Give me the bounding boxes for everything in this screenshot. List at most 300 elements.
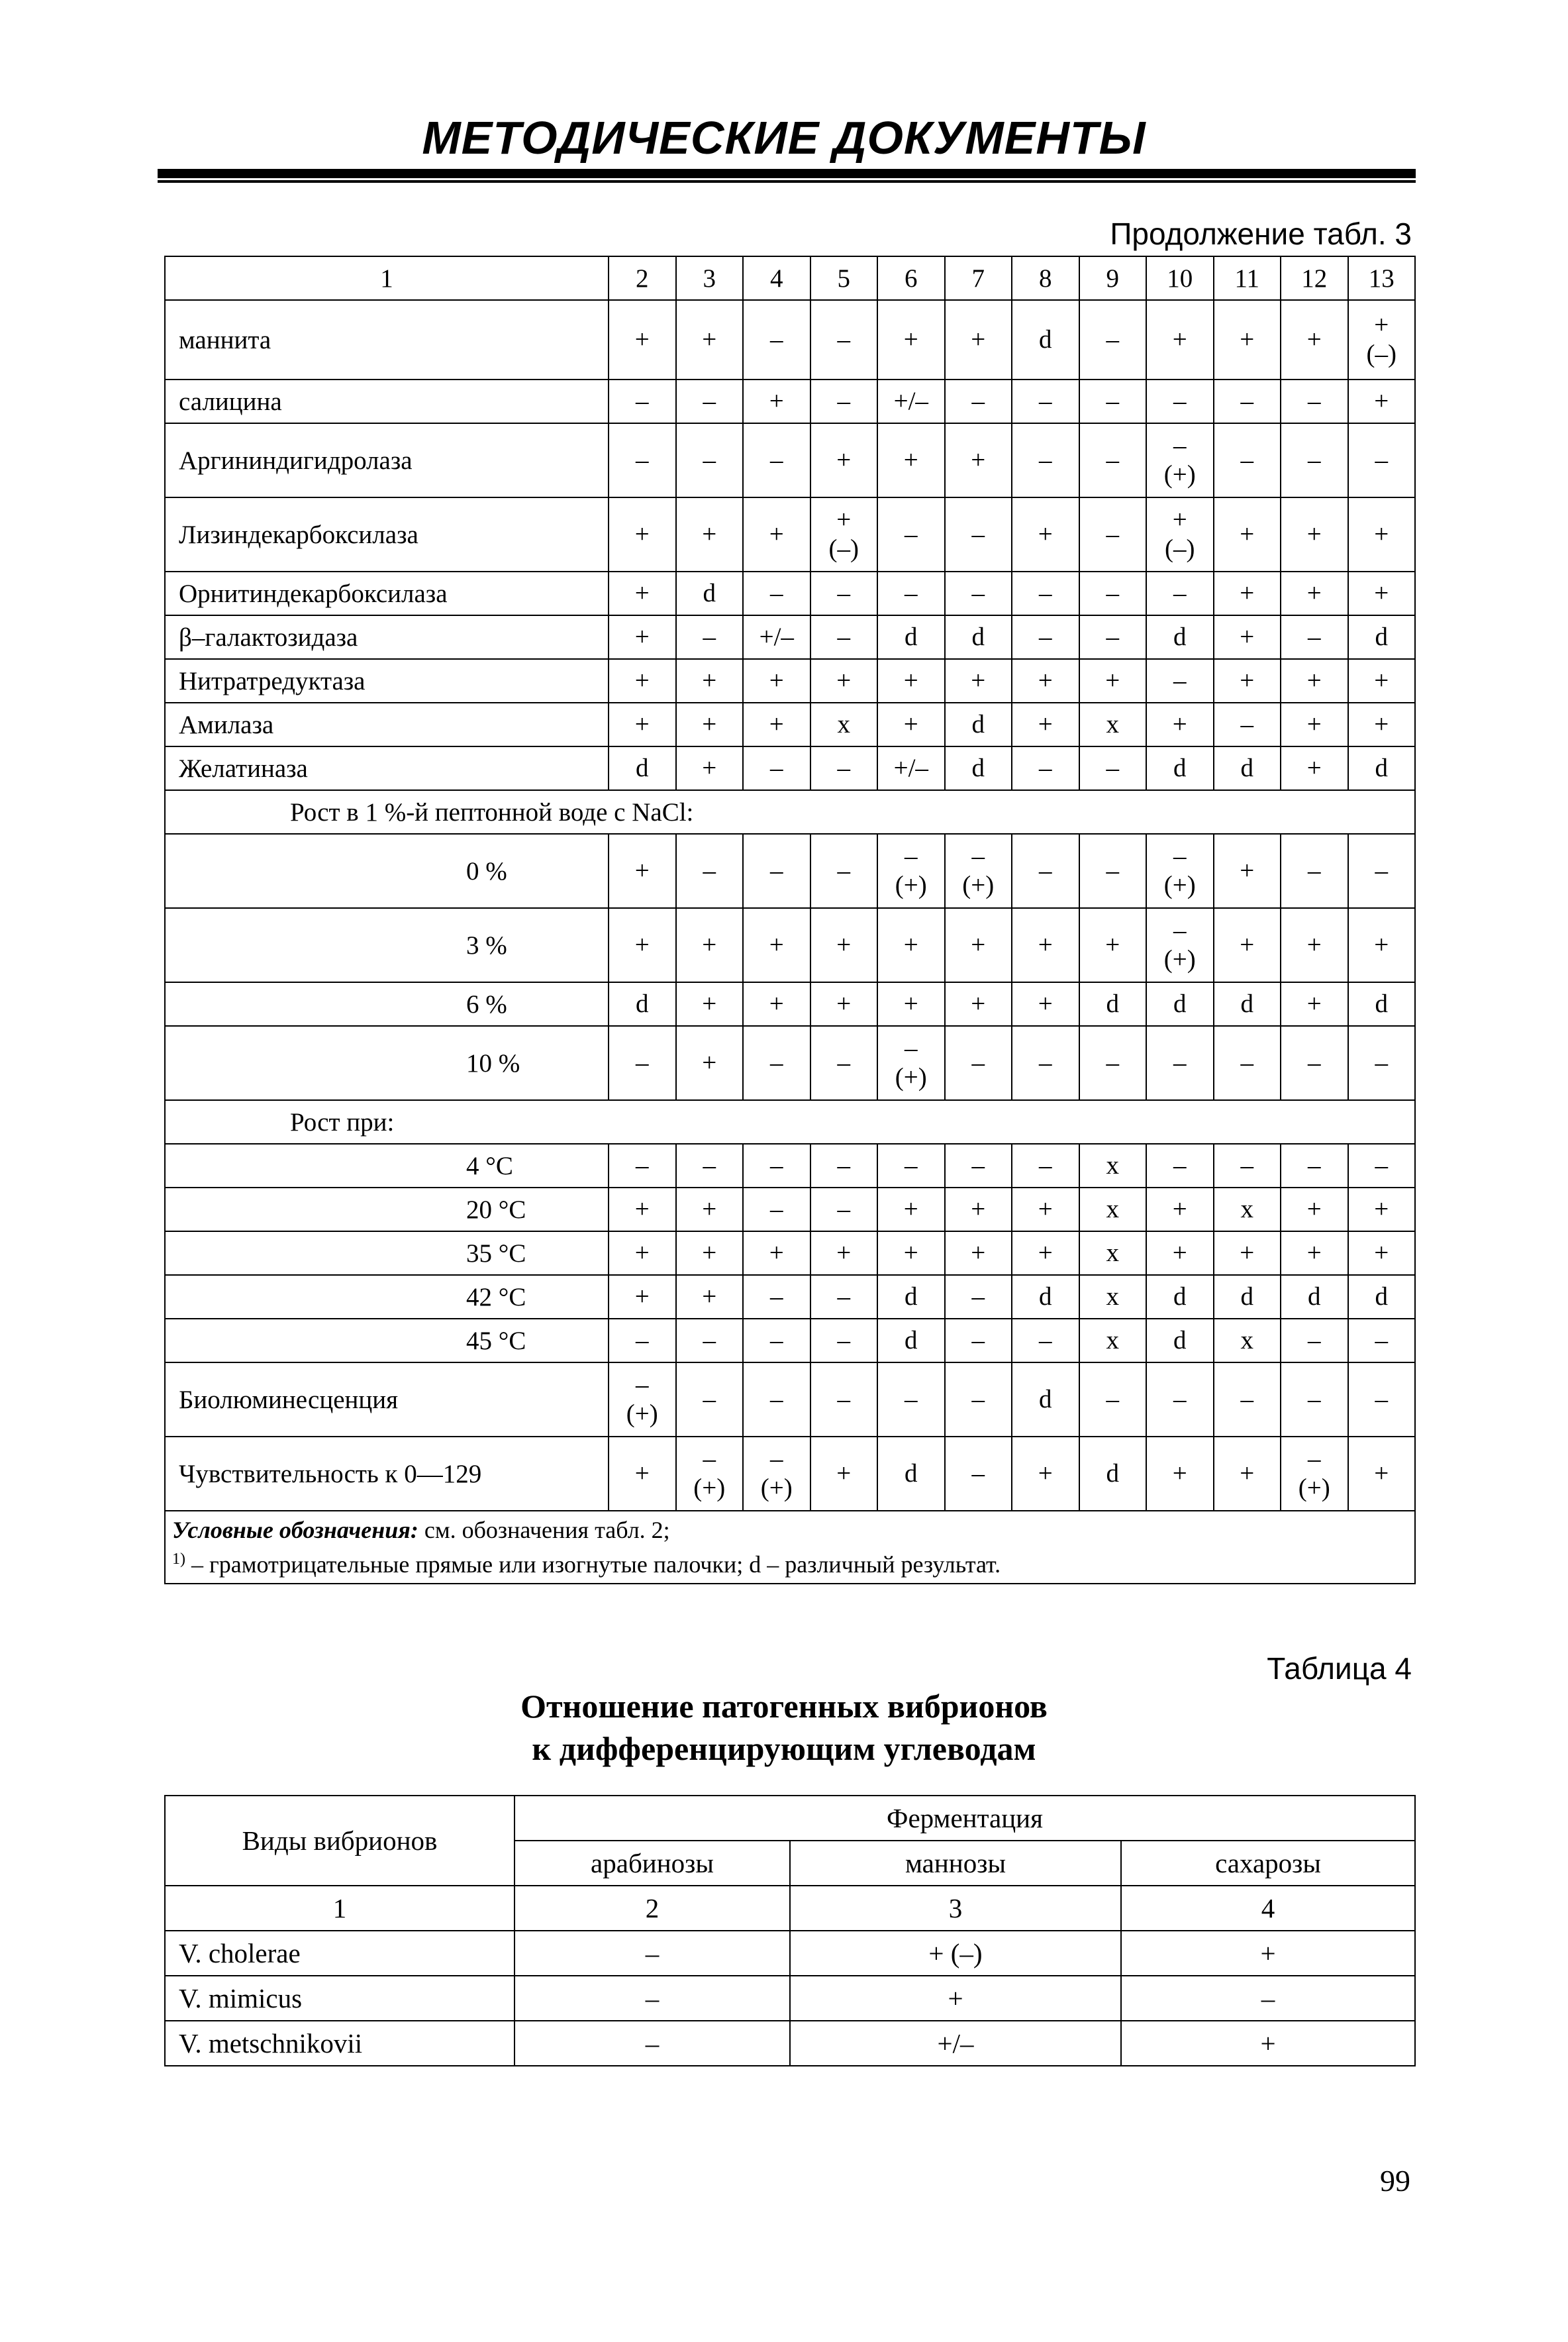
table3-cell: d <box>1012 300 1079 380</box>
table3-cell: – <box>1012 423 1079 497</box>
table3-row <box>165 1231 1415 1275</box>
table3-cell: + <box>1214 615 1281 659</box>
table3-cell: – <box>1012 572 1079 615</box>
table3-cell: + <box>609 300 676 380</box>
table3-cell: + <box>609 659 676 703</box>
table3-cell: – <box>1214 380 1281 423</box>
table3-row-label: 10 % <box>165 1026 609 1100</box>
table3-cell: – <box>1281 1144 1348 1188</box>
table3-cell: – <box>1079 497 1147 572</box>
table3-cell: + <box>609 908 676 982</box>
table3-cell: + <box>1214 659 1281 703</box>
table3-cell: + <box>877 982 945 1026</box>
table3-row-label: Лизиндекарбоксилаза <box>165 497 609 572</box>
table3-cell: – <box>810 1319 878 1362</box>
table3-cell: – <box>1214 1362 1281 1437</box>
table3-cell: – <box>1348 1144 1416 1188</box>
table3-cell: + <box>743 1231 810 1275</box>
table3-cell: – <box>1348 423 1416 497</box>
table3-cell: + <box>1348 497 1416 572</box>
table3-cell: – <box>945 572 1012 615</box>
table3-cell: x <box>1079 1144 1147 1188</box>
table3-cell: – <box>810 1144 878 1188</box>
table3-cell: + <box>676 746 744 790</box>
table3-cell: d <box>609 746 676 790</box>
table3-header-row <box>165 256 1415 300</box>
table3-cell: + <box>1012 1231 1079 1275</box>
table3-row <box>165 746 1415 790</box>
table4-subheader: маннозы <box>790 1841 1121 1886</box>
table3-cell: – (+) <box>743 1437 810 1511</box>
table3-cell: + <box>676 982 744 1026</box>
table4-species: V. cholerae <box>165 1931 514 1976</box>
table3-cell: + <box>743 497 810 572</box>
table3-cell: + <box>676 1026 744 1100</box>
table3-cell: + <box>1214 497 1281 572</box>
table3-cell: + <box>877 908 945 982</box>
header-rule-thin <box>158 180 1416 183</box>
table4-cell: – <box>514 1976 790 2021</box>
table3-cell: – <box>1079 572 1147 615</box>
table3-cell: – <box>1348 834 1416 908</box>
table3-cell: – <box>743 1319 810 1362</box>
table3-cell: + <box>810 1437 878 1511</box>
table3-cell: – <box>877 1362 945 1437</box>
table3-row <box>165 615 1415 659</box>
table3-column-number: 11 <box>1214 256 1281 300</box>
table3-cell: – <box>743 834 810 908</box>
table3-row <box>165 982 1415 1026</box>
table3-cell: + <box>609 703 676 746</box>
table3-cell: + <box>1012 908 1079 982</box>
table3-row-label: Орнитиндекарбоксилаза <box>165 572 609 615</box>
table3-cell: + <box>877 703 945 746</box>
table3-cell: – <box>1281 834 1348 908</box>
table3-row-label: Амилаза <box>165 703 609 746</box>
table3-cell: – <box>810 300 878 380</box>
table3-row-label: 6 % <box>165 982 609 1026</box>
table3-cell: + <box>743 982 810 1026</box>
table3-row-label: 35 °С <box>165 1231 609 1275</box>
table3-section-row <box>165 1100 1415 1144</box>
table3-cell: – <box>877 572 945 615</box>
table3-cell: – <box>609 1319 676 1362</box>
table3-cell: – (+) <box>945 834 1012 908</box>
table3-row <box>165 1026 1415 1100</box>
table3-cell: + <box>877 423 945 497</box>
table4-col-number: 1 <box>165 1886 514 1931</box>
table4-header-fermentation: Ферментация <box>514 1796 1415 1841</box>
table3-cell: d <box>945 746 1012 790</box>
table3-cell: – <box>1079 300 1147 380</box>
table3-cell: – <box>1012 1026 1079 1100</box>
table3-cell: – <box>1079 1362 1147 1437</box>
table3-cell: + <box>676 659 744 703</box>
table4-col-number: 3 <box>790 1886 1121 1931</box>
notes-footnote-mark: 1) <box>172 1551 185 1568</box>
table3-cell: + <box>945 1231 1012 1275</box>
table3-cell: d <box>1281 1275 1348 1319</box>
table3-cell: – <box>1146 659 1214 703</box>
table3-cell: + <box>1348 572 1416 615</box>
table3-cell: – <box>1012 615 1079 659</box>
table4-subheader: сахарозы <box>1121 1841 1415 1886</box>
table4-title-line2: к дифференцирующим углеводам <box>532 1730 1036 1767</box>
running-header: МЕТОДИЧЕСКИЕ ДОКУМЕНТЫ <box>422 112 1146 164</box>
table3-cell: + <box>810 908 878 982</box>
table3-row-label: 45 °С <box>165 1319 609 1362</box>
table3-row <box>165 423 1415 497</box>
table3-cell: – <box>1079 746 1147 790</box>
table4-cell: – <box>514 2021 790 2066</box>
table3-cell: – <box>877 1144 945 1188</box>
table3-cell: – <box>1214 1144 1281 1188</box>
table3-cell: – <box>1281 1026 1348 1100</box>
table3-cell: d <box>877 1319 945 1362</box>
table3-cell: – <box>743 423 810 497</box>
table3-cell: + <box>1281 497 1348 572</box>
table3-cell: – <box>1079 615 1147 659</box>
table3-cell: – <box>1146 572 1214 615</box>
table4-title-line1: Отношение патогенных вибрионов <box>520 1688 1048 1725</box>
table3-cell: + <box>609 1275 676 1319</box>
table3-column-number: 13 <box>1348 256 1416 300</box>
table3-cell: x <box>1079 703 1147 746</box>
table3-cell: – <box>743 1144 810 1188</box>
table3-cell: d <box>877 1437 945 1511</box>
table3-cell: d <box>1079 1437 1147 1511</box>
table3-cell: + <box>676 1231 744 1275</box>
table3-cell: – <box>810 380 878 423</box>
table3-cell: + <box>676 908 744 982</box>
table3-cell: – <box>1281 615 1348 659</box>
table3-cell: – <box>743 1026 810 1100</box>
table3-cell: + <box>676 703 744 746</box>
table3-cell: d <box>1012 1275 1079 1319</box>
table3-column-number: 8 <box>1012 256 1079 300</box>
table3-cell: – <box>1281 380 1348 423</box>
table3-cell: – <box>1281 1362 1348 1437</box>
table4-species: V. metschnikovii <box>165 2021 514 2066</box>
table3-row <box>165 1437 1415 1511</box>
table3-cell: d <box>1146 615 1214 659</box>
table3-row <box>165 1319 1415 1362</box>
table3-cell: d <box>1146 746 1214 790</box>
table3-cell: – <box>1214 703 1281 746</box>
table3-cell: + <box>676 497 744 572</box>
table3-cell: – <box>810 1026 878 1100</box>
table3-cell: + <box>1146 703 1214 746</box>
table3-cell: – <box>676 1144 744 1188</box>
table3-cell: x <box>810 703 878 746</box>
table3-cell: + <box>1281 572 1348 615</box>
table3-cell: + <box>1214 1437 1281 1511</box>
table3-cell: d <box>1348 746 1416 790</box>
table4-cell: + <box>1121 1931 1415 1976</box>
table4-cell: +/– <box>790 2021 1121 2066</box>
table3-row-label: β–галактозидаза <box>165 615 609 659</box>
table3-cell: d <box>1348 982 1416 1026</box>
table3-cell: – <box>609 380 676 423</box>
table3-cell: – <box>810 834 878 908</box>
table3-row <box>165 1362 1415 1437</box>
table3-cell: + <box>810 982 878 1026</box>
table3-cell: + <box>743 908 810 982</box>
table3-row <box>165 572 1415 615</box>
table4-row <box>165 2021 1415 2066</box>
table3-cell: + <box>1348 380 1416 423</box>
table3-cell: + <box>1281 659 1348 703</box>
table3-cell: + <box>945 423 1012 497</box>
table3-cell: – <box>1012 1319 1079 1362</box>
table3-cell: x <box>1214 1319 1281 1362</box>
table3-cell: – <box>676 380 744 423</box>
table3-column-number: 6 <box>877 256 945 300</box>
notes-text-2: – грамотрицательные прямые или изогнутые палочки; d – различный результат. <box>185 1551 1001 1578</box>
table3-cell: + <box>877 1231 945 1275</box>
table3-cell: + <box>1281 908 1348 982</box>
table3-section-label: Рост при: <box>165 1100 1415 1144</box>
table3-cell: + <box>1146 1437 1214 1511</box>
table3-cell: – <box>1348 1319 1416 1362</box>
table3-cell: x <box>1079 1319 1147 1362</box>
table3-row <box>165 497 1415 572</box>
table3-cell: – <box>1348 1362 1416 1437</box>
table4-species: V. mimicus <box>165 1976 514 2021</box>
table3-row-label: Аргининдигидролаза <box>165 423 609 497</box>
table3-cell: – <box>743 746 810 790</box>
table3-cell: d <box>1348 1275 1416 1319</box>
table4-row <box>165 1976 1415 2021</box>
table3-cell: + <box>1348 703 1416 746</box>
table3-cell: – <box>1079 834 1147 908</box>
table3-cell: + <box>676 1188 744 1231</box>
table3-cell: + <box>945 982 1012 1026</box>
table3-cell: – <box>810 572 878 615</box>
table3-cell: + <box>676 300 744 380</box>
table4-title <box>0 1685 1568 1770</box>
table3-cell: d <box>945 615 1012 659</box>
table3-cell: – <box>1146 1026 1214 1100</box>
table3-cell: + <box>1348 1437 1416 1511</box>
notes-title: Условные обозначения: <box>172 1517 418 1543</box>
header-rule-thick <box>158 169 1416 178</box>
table3-cell: + <box>1281 300 1348 380</box>
table3-cell: x <box>1214 1188 1281 1231</box>
table3-cell: + <box>810 1231 878 1275</box>
table3-section-row <box>165 790 1415 834</box>
table3-row-label: 20 °С <box>165 1188 609 1231</box>
table3-notes <box>165 1511 1415 1584</box>
table3-cell: d <box>1079 982 1147 1026</box>
table3-column-number: 1 <box>165 256 609 300</box>
table3-cell: – <box>945 1362 1012 1437</box>
table3-cell: – <box>1348 1026 1416 1100</box>
table3-cell: – <box>810 1188 878 1231</box>
table3-cell: + <box>1281 982 1348 1026</box>
table3-column-number: 7 <box>945 256 1012 300</box>
table3-cell: + <box>877 1188 945 1231</box>
table3-cell: + <box>1214 300 1281 380</box>
table3-cell: – <box>945 380 1012 423</box>
table3-cell: d <box>1146 982 1214 1026</box>
table3-cell: + (–) <box>1348 300 1416 380</box>
table3-cell: – <box>1214 1026 1281 1100</box>
table3-column-number: 2 <box>609 256 676 300</box>
table3-cell: – <box>609 1144 676 1188</box>
table3-cell: + <box>609 497 676 572</box>
table4-cell: + <box>790 1976 1121 2021</box>
table3-cell: + (–) <box>1146 497 1214 572</box>
table3-cell: – <box>945 1275 1012 1319</box>
table3-cell: – (+) <box>1146 834 1214 908</box>
table3-cell: d <box>1012 1362 1079 1437</box>
table3-cell: – <box>810 746 878 790</box>
table3-cell: + <box>945 908 1012 982</box>
table4 <box>164 1795 1416 2066</box>
table3-row <box>165 703 1415 746</box>
table3-cell: + <box>676 1275 744 1319</box>
table3-cell: – <box>945 1437 1012 1511</box>
table3-cell: + <box>1281 1188 1348 1231</box>
table3-cell: + <box>1348 908 1416 982</box>
page-number: 99 <box>1380 2164 1410 2198</box>
table3-cell: + <box>1146 300 1214 380</box>
table3-cell: + <box>1214 1231 1281 1275</box>
table3-cell: +/– <box>877 746 945 790</box>
table3-notes-row <box>165 1511 1415 1584</box>
table3-cell: + <box>877 300 945 380</box>
table3-cell: – <box>810 1362 878 1437</box>
table3-cell: d <box>1214 982 1281 1026</box>
table4-col-number: 2 <box>514 1886 790 1931</box>
table3-cell: + <box>609 1188 676 1231</box>
table3-cell: – <box>676 1362 744 1437</box>
table3-cell: – <box>810 1275 878 1319</box>
table3-cell: – (+) <box>1146 423 1214 497</box>
table3-cell: + <box>1348 1231 1416 1275</box>
notes-text-1: см. обозначения табл. 2; <box>418 1517 670 1543</box>
table3-cell: d <box>877 615 945 659</box>
table4-cell: + <box>1121 2021 1415 2066</box>
table3-cell: – (+) <box>676 1437 744 1511</box>
table3 <box>164 256 1416 1584</box>
table3-cell: + <box>1214 572 1281 615</box>
table3-cell: + <box>945 300 1012 380</box>
table3-row-label: 3 % <box>165 908 609 982</box>
table3-cell: – (+) <box>877 834 945 908</box>
table3-cell: – <box>1079 1026 1147 1100</box>
table3-section-label: Рост в 1 %-й пептонной воде с NaCl: <box>165 790 1415 834</box>
table3-cell: – <box>1012 380 1079 423</box>
table3-cell: + <box>810 423 878 497</box>
table3-column-number: 3 <box>676 256 744 300</box>
table3-cell: – <box>1012 746 1079 790</box>
table3-cell: – (+) <box>609 1362 676 1437</box>
table3-cell: + <box>1281 1231 1348 1275</box>
table3-row <box>165 1275 1415 1319</box>
table3-row-label: салицина <box>165 380 609 423</box>
notes-line-2 <box>172 1545 1408 1579</box>
table3-cell: – <box>1214 423 1281 497</box>
table3-row-label: Чувствительность к 0—129 <box>165 1437 609 1511</box>
table3-cell: – <box>743 300 810 380</box>
table3-cell: – <box>743 572 810 615</box>
table3-column-number: 12 <box>1281 256 1348 300</box>
table4-cell: – <box>514 1931 790 1976</box>
table3-cell: – <box>945 1144 1012 1188</box>
table3-row <box>165 908 1415 982</box>
table3-cell: x <box>1079 1275 1147 1319</box>
table3-cell: + <box>609 615 676 659</box>
table4-col-number: 4 <box>1121 1886 1415 1931</box>
table3-row <box>165 1188 1415 1231</box>
table3-cell: – <box>1146 380 1214 423</box>
table3-cell: +/– <box>743 615 810 659</box>
table3-cell: + <box>945 1188 1012 1231</box>
table3-row-label: 42 °С <box>165 1275 609 1319</box>
table3-cell: – <box>609 1026 676 1100</box>
table3-column-number: 4 <box>743 256 810 300</box>
table3-cell: d <box>877 1275 945 1319</box>
table3-cell: – <box>1281 1319 1348 1362</box>
table3-cell: + <box>1079 659 1147 703</box>
table3-cell: + <box>1012 703 1079 746</box>
table3-cell: + <box>1281 746 1348 790</box>
table3-cell: + <box>609 572 676 615</box>
table3-cell: – <box>676 423 744 497</box>
table3-row <box>165 1144 1415 1188</box>
table3-cell: + <box>609 834 676 908</box>
table3-cell: – <box>810 615 878 659</box>
table3-cell: – <box>945 1319 1012 1362</box>
table3-cell: – <box>609 423 676 497</box>
table3-cell: + <box>743 659 810 703</box>
table3-cell: – <box>1281 423 1348 497</box>
table3-cell: d <box>676 572 744 615</box>
table3-cell: – <box>877 497 945 572</box>
table3-cell: – <box>1079 380 1147 423</box>
table3-cell: x <box>1079 1231 1147 1275</box>
table3-cell: – <box>676 834 744 908</box>
table3-cell: + <box>1012 982 1079 1026</box>
table3-cell: – <box>945 497 1012 572</box>
table3-cell: d <box>1214 1275 1281 1319</box>
table3-row <box>165 300 1415 380</box>
table3-column-number: 9 <box>1079 256 1147 300</box>
table3-cell: + <box>743 703 810 746</box>
table3-cell: d <box>945 703 1012 746</box>
table3-cell: d <box>1146 1275 1214 1319</box>
table3-column-number: 10 <box>1146 256 1214 300</box>
table3-cell: +/– <box>877 380 945 423</box>
table3-cell: + <box>609 1231 676 1275</box>
table3-row-label: Нитратредуктаза <box>165 659 609 703</box>
table3-cell: + <box>1214 908 1281 982</box>
table3-column-number: 5 <box>810 256 878 300</box>
table3-row <box>165 659 1415 703</box>
table3-cell: x <box>1079 1188 1147 1231</box>
table4-cell: + (–) <box>790 1931 1121 1976</box>
table3-cell: + <box>1012 659 1079 703</box>
table3-row <box>165 380 1415 423</box>
table3-cell: + <box>1214 834 1281 908</box>
table3-cell: + <box>1348 1188 1416 1231</box>
table3-row-label: Желатиназа <box>165 746 609 790</box>
table4-label: Таблица 4 <box>1267 1651 1412 1686</box>
table3-cell: + <box>810 659 878 703</box>
table3-cell: + <box>743 380 810 423</box>
